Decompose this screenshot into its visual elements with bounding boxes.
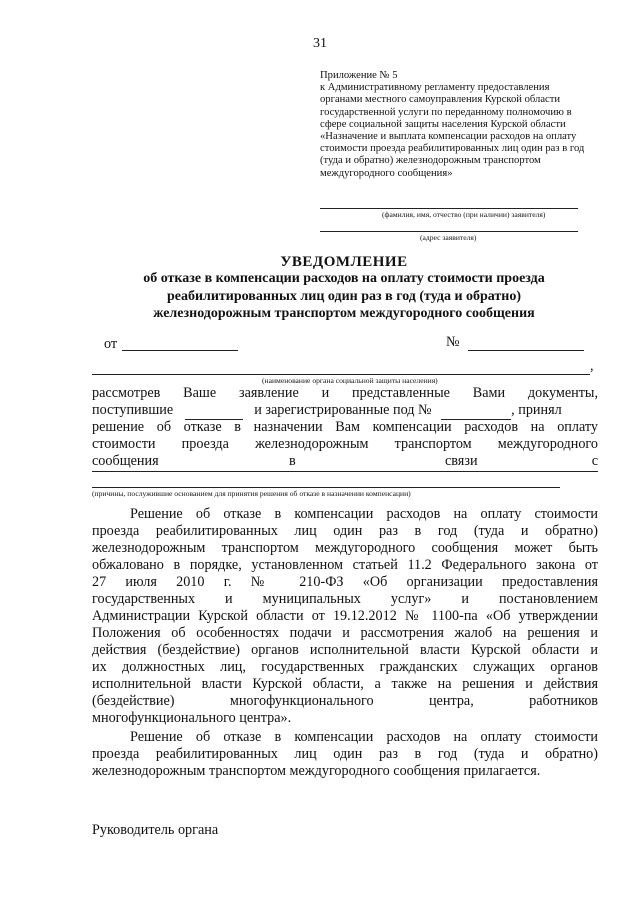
message-word: в: [289, 453, 296, 469]
registered-label: и зарегистрированные под №: [254, 402, 432, 418]
number-field[interactable]: [468, 350, 584, 351]
date-field[interactable]: [122, 350, 238, 351]
message-word: связи: [445, 453, 478, 469]
appendix-line: «Назначение и выплата компенсации расходов на оплату: [320, 131, 577, 143]
subtitle-line: железнодорожным транспортом междугородного сообщения: [153, 306, 535, 321]
decision-line: рассмотрев Ваше заявление и представленные Вами документы,: [92, 385, 598, 401]
appendix-line: к Административному регламенту предоставления: [320, 82, 550, 94]
applicant-address-caption: (адрес заявителя): [420, 233, 477, 242]
number-label: №: [446, 334, 460, 350]
appendix-line: сфере социальной защиты населения Курской области: [320, 118, 566, 130]
applicant-name-line[interactable]: [320, 208, 578, 209]
appeal-line: (бездействие) многофункционального центра, работников: [92, 693, 598, 709]
attachment-last-line: железнодорожным транспортом междугородного сообщения прилагается.: [92, 763, 541, 779]
appeal-line: Решение об отказе в компенсации расходов на оплату стоимости: [130, 506, 598, 522]
appeal-line: их должностных лиц, государственных гражданских служащих органов: [92, 659, 598, 675]
registered-number-field[interactable]: [441, 402, 511, 420]
reason-caption: (причины, послужившие основанием для принятия решения об отказе в назначении компенсации): [92, 489, 411, 498]
attachment-line: проезда реабилитированных лиц один раз в год (туда и обратно): [92, 746, 598, 762]
received-line: [92, 402, 598, 419]
document-title: УВЕДОМЛЕНИЕ: [280, 254, 408, 270]
appeal-line: государственных и муниципальных услуг» и постановлением: [92, 591, 598, 607]
from-label: от: [104, 336, 118, 352]
decision-line: решение об отказе в назначении Вам компенсации расходов на оплату: [92, 419, 598, 435]
subtitle-line: реабилитированных лиц один раз в год (туда и обратно): [166, 288, 522, 304]
reason-field-line[interactable]: [92, 487, 560, 488]
appeal-line: проезда реабилитированных лиц один раз в год (туда и обратно): [92, 523, 598, 539]
appendix-line: междугородного сообщения»: [320, 167, 453, 179]
appendix-line: стоимости проезда реабилитированных лиц один раз в год: [320, 143, 585, 155]
subtitle-line: об отказе в компенсации расходов на оплату стоимости проезда: [143, 271, 545, 286]
appeal-line: 27 июля 2010 г. № 210-ФЗ «Об организации предоставления: [92, 574, 598, 590]
applicant-name-caption: (фамилия, имя, отчество (при наличии) заявителя): [382, 210, 546, 219]
organ-comma: ,: [590, 358, 594, 374]
appendix-line: (туда и обратно) железнодорожным транспортом: [320, 155, 541, 167]
accepted-label: , принял: [511, 402, 562, 418]
appeal-line: Администрации Курской области от 19.12.2012 № 1100-па «Об утверждении: [92, 608, 598, 624]
message-word: сообщения: [92, 453, 159, 469]
appendix-line: Приложение № 5: [320, 70, 398, 81]
appeal-line: исполнительной власти Курской области, а также на решения и действия: [92, 676, 598, 692]
document-subtitle: [90, 270, 598, 323]
signature-label: Руководитель органа: [92, 822, 219, 838]
appeal-line: Положения об особенностях подачи и рассмотрения жалоб на решения и: [92, 625, 598, 641]
page-number: 31: [313, 36, 327, 51]
message-line: [92, 453, 598, 470]
appeal-line: обжаловано в порядке, установленном статьей 11.2 Федерального закона от: [92, 557, 598, 573]
appendix-header: [320, 70, 588, 180]
applicant-address-line[interactable]: [320, 231, 578, 232]
message-word: с: [591, 453, 598, 469]
appendix-line: органами местного самоуправления Курской области: [320, 94, 561, 106]
appeal-last-line: многофункционального центра».: [92, 710, 292, 726]
organ-name-field[interactable]: [92, 374, 590, 375]
organ-caption: (наименование органа социальной защиты населения): [262, 376, 438, 385]
attachment-line: Решение об отказе в компенсации расходов на оплату стоимости: [130, 729, 598, 745]
reason-field-line[interactable]: [92, 471, 598, 472]
appeal-line: действия (бездействие) органов исполнительной власти Курской области и: [92, 642, 598, 658]
decision-line: стоимости проезда железнодорожным транспортом междугородного: [92, 436, 598, 452]
appeal-line: железнодорожным транспортом междугородного сообщения может быть: [92, 540, 598, 556]
received-label: поступившие: [92, 402, 174, 418]
received-date-field[interactable]: [185, 402, 243, 420]
appendix-line: государственной услуги по переданному полномочию в: [320, 106, 572, 118]
